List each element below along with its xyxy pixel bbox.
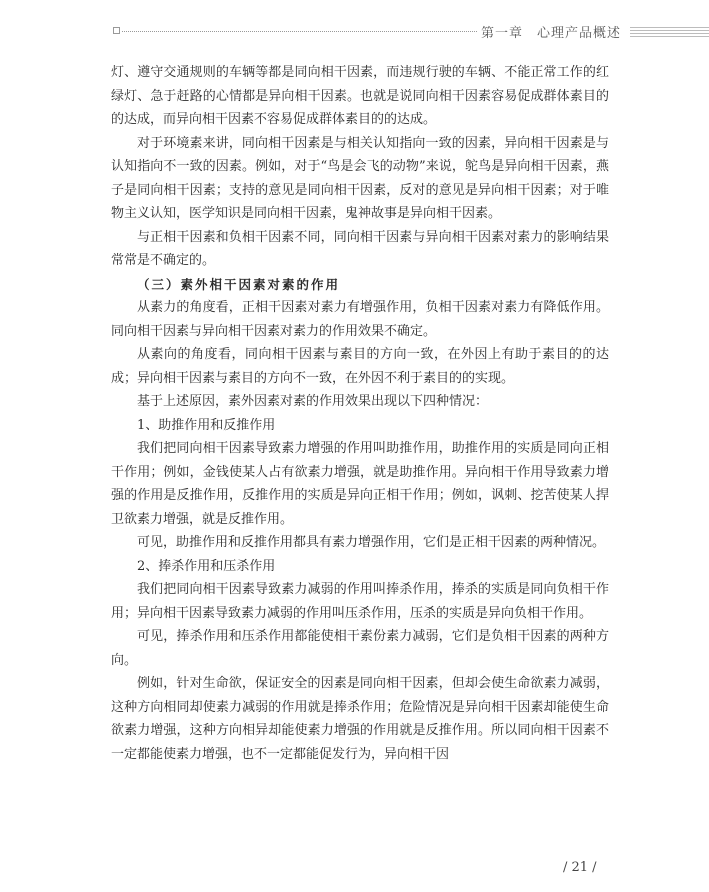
paragraph: 从素力的角度看，正相干因素对素力有增强作用，负相干因素对素力有降低作用。同向相干因素与异向相干因素对素力的作用效果不确定。 (111, 300, 609, 339)
paragraph: 可见，捧杀作用和压杀作用都能使相干素份素力减弱，它们是负相干因素的两种方向。 (111, 629, 609, 668)
subheading: 2、捧杀作用和压杀作用 (137, 558, 276, 574)
section-heading: （三）素外相干因素对素的作用 (137, 276, 341, 292)
page-number: / 21 / (563, 860, 597, 875)
paragraph: 例如，针对生命欲，保证安全的因素是同向相干因素，但却会使生命欲素力减弱，这种方向相同却使素力减弱的作用就是捧杀作用；危险情况是异向相干因素却能使生命欲素力增强，这种方向相异却能使素力增强的作用就是反推作用。所以同向相干因素不一定都能使素力增强，也不一定都能促发行为，异向相干因 (111, 676, 609, 762)
running-header (113, 22, 623, 40)
header-bar-lines (630, 27, 709, 39)
header-square-mark (113, 27, 120, 34)
paragraph: 与正相干因素和负相干因素不同，同向相干因素与异向相干因素对素力的影响结果常常是不确定的。 (111, 229, 609, 268)
page-body (111, 61, 609, 766)
paragraph: 从素向的角度看，同向相干因素与素目的方向一致，在外因上有助于素目的的达成；异向相干因素与素目的方向不一致，在外因不利于素目的的实现。 (111, 347, 609, 386)
paragraph: 对于环境素来讲，同向相干因素是与相关认知指向一致的因素，异向相干因素是与认知指向不一致的因素。例如，对于“鸟是会飞的动物”来说，鸵鸟是异向相干因素，燕子是同向相干因素；支持的意见是同向相干因素，反对的意见是异向相干因素；对于唯物主义认知，医学知识是同向相干因素，鬼神故事是异向相干因素。 (111, 135, 609, 221)
paragraph: 我们把同向相干因素导致素力增强的作用叫助推作用，助推作用的实质是同向正相干作用；例如，金钱使某人占有欲素力增强，就是助推作用。异向相干作用导致素力增强的作用是反推作用，反推作用的实质是异向正相干作用；例如，讽刺、挖苦使某人捍卫欲素力增强，就是反推作用。 (111, 441, 609, 527)
paragraph: 我们把同向相干因素导致素力减弱的作用叫捧杀作用，捧杀的实质是同向负相干作用；异向相干因素导致素力减弱的作用叫压杀作用，压杀的实质是异向负相干作用。 (111, 582, 609, 621)
subheading: 1、助推作用和反推作用 (137, 417, 276, 433)
header-dotted-rule (122, 31, 477, 32)
paragraph: 灯、遵守交通规则的车辆等都是同向相干因素，而违规行驶的车辆、不能正常工作的红绿灯、急于赶路的心情都是异向相干因素。也就是说同向相干因素容易促成群体素目的的达成，而异向相干因素不容易促成群体素目的的达成。 (111, 65, 609, 127)
paragraph: 可见，助推作用和反推作用都具有素力增强作用，它们是正相干因素的两种情况。 (137, 535, 606, 550)
chapter-title: 第一章 心理产品概述 (481, 26, 622, 41)
paragraph: 基于上述原因，素外因素对素的作用效果出现以下四种情况： (137, 394, 489, 409)
